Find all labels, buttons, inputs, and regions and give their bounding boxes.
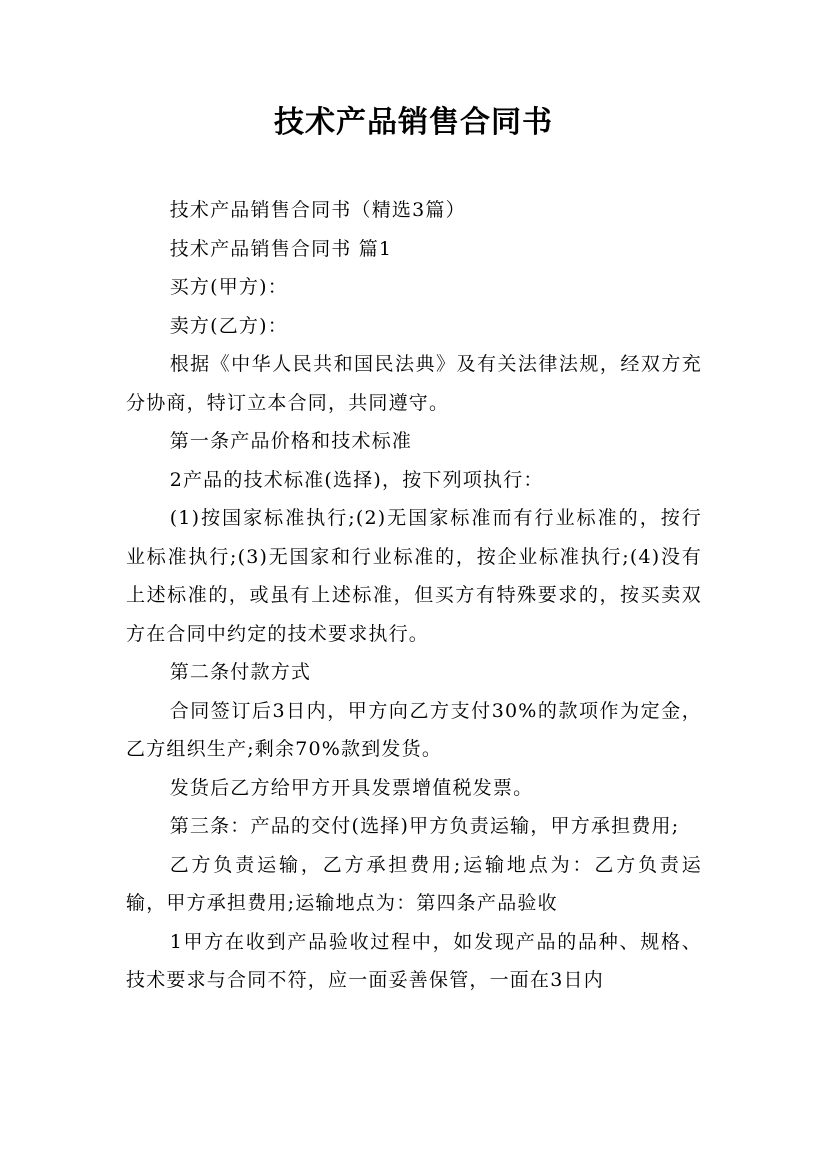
paragraph-inspection: 1甲方在收到产品验收过程中，如发现产品的品种、规格、技术要求与合同不符，应一面妥善保管，一面在3日内 (126, 930, 702, 991)
paragraph-payment-terms: 合同签订后3日内，甲方向乙方支付30%的款项作为定金，乙方组织生产;剩余70%款到发货。 (126, 699, 702, 760)
paragraph-standard-options: (1)按国家标准执行;(2)无国家标准而有行业标准的，按行业标准执行;(3)无国家和行业标准的，按企业标准执行;(4)没有上述标准的，或虽有上述标准，但买方有特殊要求的，按买卖双方在合同中约定的技术要求执行。 (126, 507, 702, 645)
paragraph-article-3: 第三条：产品的交付(选择)甲方负责运输，甲方承担费用; (169, 815, 680, 837)
paragraph-section-heading: 技术产品销售合同书 篇1 (169, 237, 393, 260)
paragraph-article-1: 第一条产品价格和技术标准 (169, 430, 413, 452)
paragraph-seller: 卖方(乙方)： (169, 314, 288, 337)
document-body (126, 191, 702, 1000)
paragraph-transport: 乙方负责运输，乙方承担费用;运输地点为：乙方负责运输，甲方承担费用;运输地点为：第四条产品验收 (126, 853, 702, 914)
paragraph-invoice: 发货后乙方给甲方开具发票增值税发票。 (169, 776, 534, 799)
document-title: 技术产品销售合同书 (274, 105, 553, 140)
paragraph-buyer: 买方(甲方)： (169, 276, 288, 298)
paragraph-article-2: 第二条付款方式 (169, 661, 312, 683)
paragraph-subtitle: 技术产品销售合同书（精选3篇） (169, 199, 466, 221)
paragraph-tech-standard: 2产品的技术标准(选择)，按下列项执行： (169, 468, 544, 491)
paragraph-preamble: 根据《中华人民共和国民法典》及有关法律法规，经双方充分协商，特订立本合同，共同遵守。 (126, 353, 702, 414)
